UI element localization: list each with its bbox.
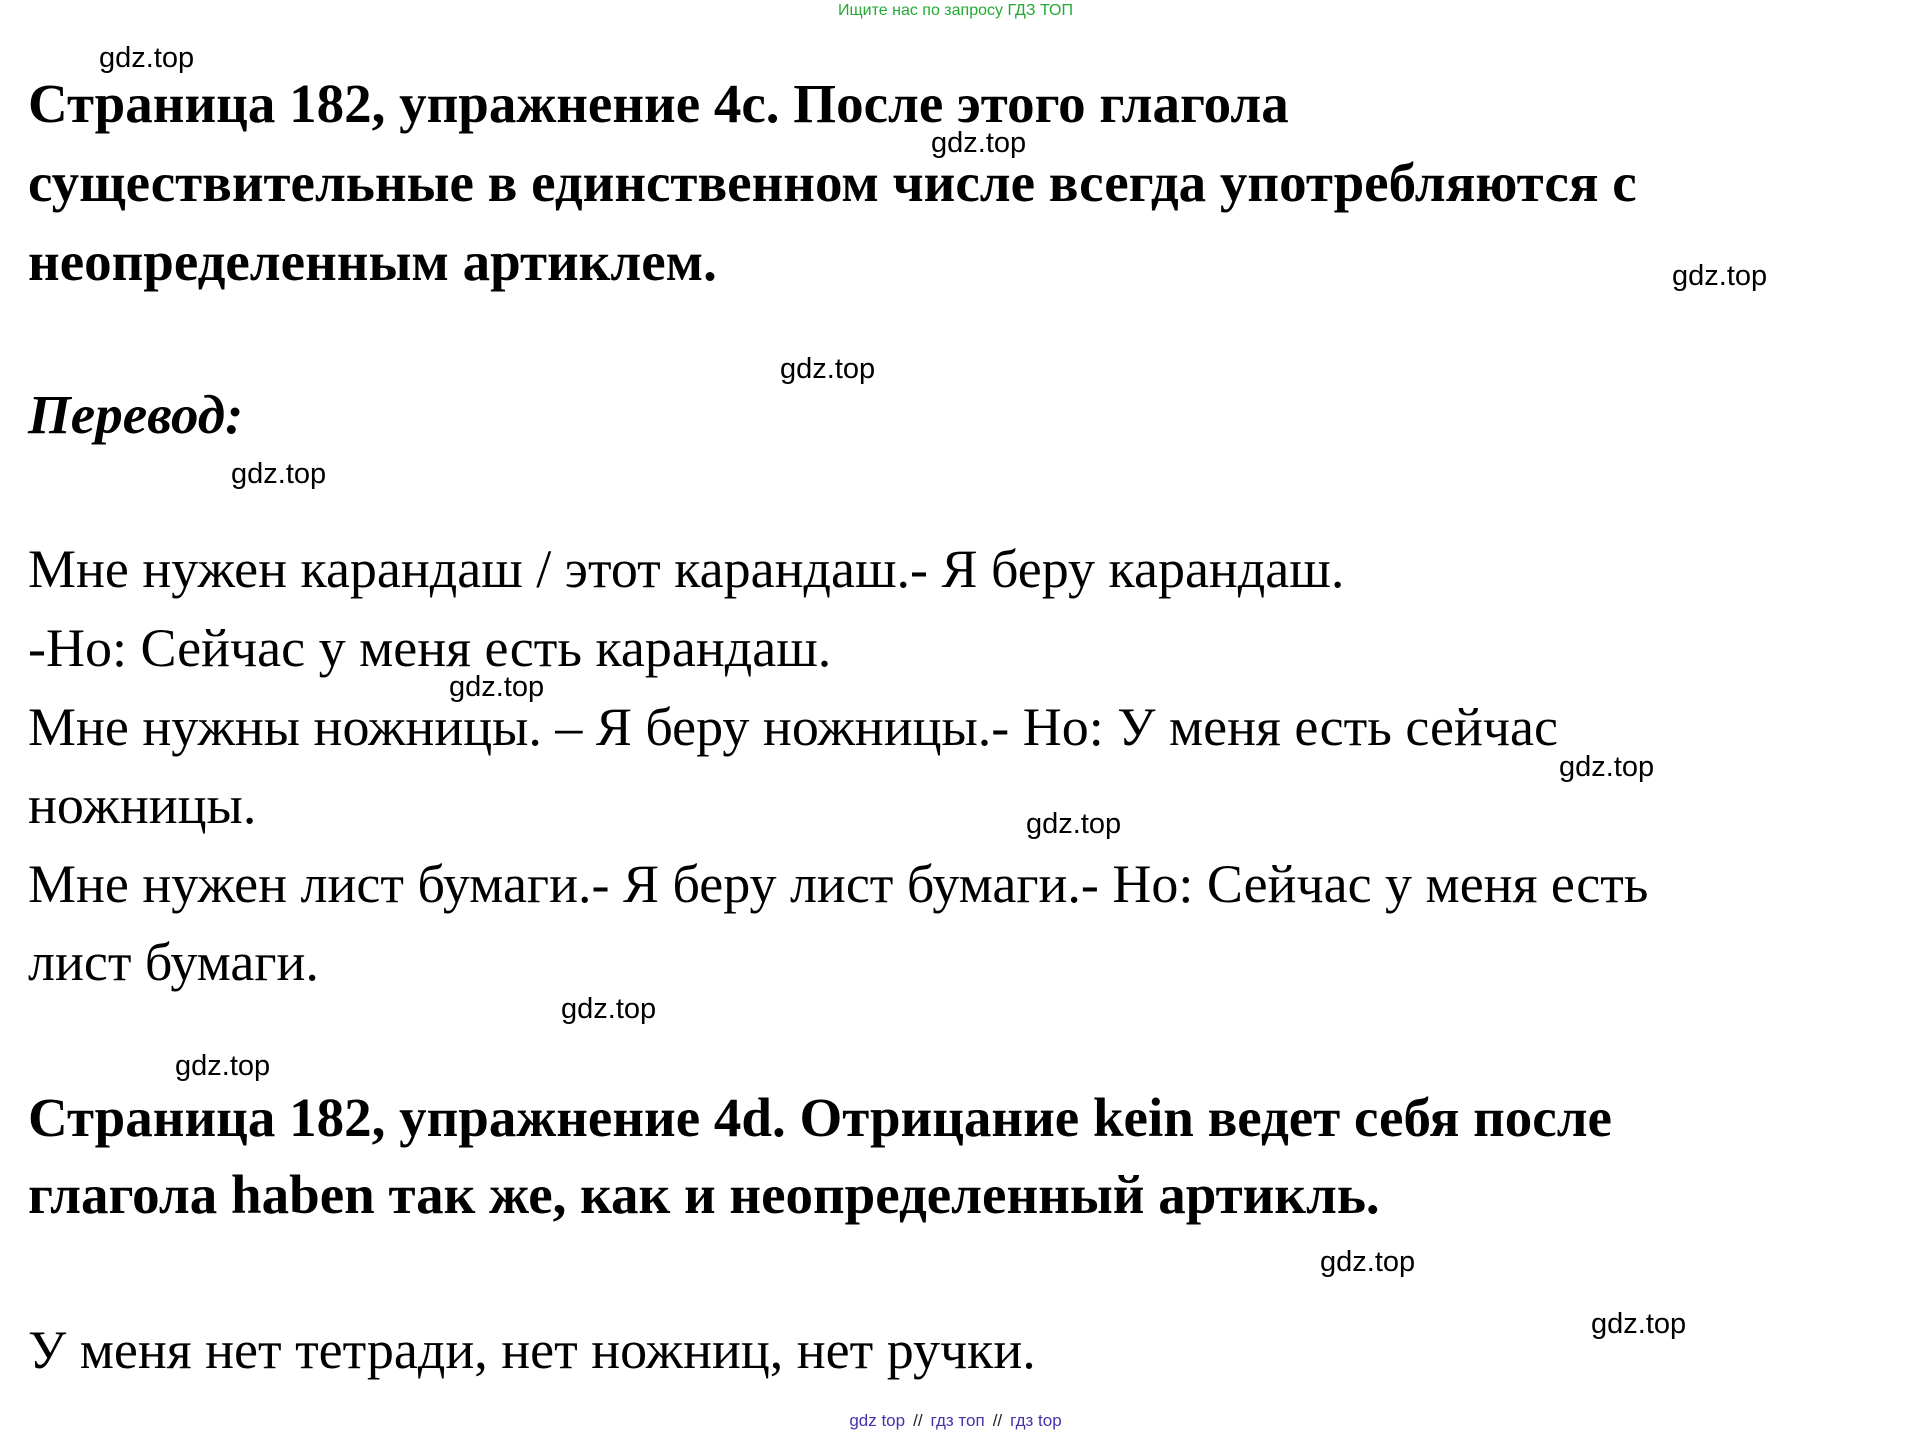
heading-4d-line-1: Страница 182, упражнение 4d. Отрицание kein ведет себя после — [28, 1087, 1612, 1148]
translation-line: ножницы. — [28, 775, 257, 835]
watermark: gdz.top — [1559, 751, 1655, 783]
translation-line: Мне нужны ножницы. – Я беру ножницы.- Но: У меня есть сейчас — [28, 697, 1558, 757]
watermark: gdz.top — [1591, 1308, 1687, 1340]
footer-link[interactable]: гдз top — [1010, 1411, 1062, 1430]
watermark: gdz.top — [1672, 260, 1768, 292]
watermark: gdz.top — [1320, 1246, 1416, 1278]
footer-separator: // — [992, 1411, 1003, 1430]
watermark: gdz.top — [561, 993, 657, 1025]
watermark: gdz.top — [231, 458, 327, 490]
translation-line: -Но: Сейчас у меня есть карандаш. — [28, 618, 832, 678]
footer-separator: // — [913, 1411, 923, 1430]
heading-4c-line-2: существительные в единственном числе всегда употребляются с — [28, 152, 1637, 213]
footer-link[interactable]: гдз топ — [930, 1411, 985, 1430]
top-banner: Ищите нас по запросу ГДЗ ТОП — [838, 2, 1073, 19]
watermark: gdz.top — [99, 42, 195, 74]
translation-line: Мне нужен карандаш / этот карандаш.- Я беру карандаш. — [28, 539, 1345, 599]
watermark: gdz.top — [449, 671, 545, 703]
translation-label: Перевод: — [28, 384, 244, 445]
heading-4d-line-2: глагола haben так же, как и неопределенный артикль. — [28, 1164, 1380, 1225]
answer-line: У меня нет тетради, нет ножниц, нет ручки. — [28, 1320, 1036, 1380]
watermark: gdz.top — [931, 127, 1027, 159]
footer-link[interactable]: gdz top — [849, 1411, 906, 1430]
watermark: gdz.top — [780, 353, 876, 385]
heading-4c-line-3: неопределенным артиклем. — [28, 231, 717, 292]
footer-links — [0, 1411, 1911, 1431]
heading-4c-line-1: Страница 182, упражнение 4с. После этого глагола — [28, 73, 1289, 134]
watermark: gdz.top — [175, 1050, 271, 1082]
watermark: gdz.top — [1026, 808, 1122, 840]
translation-line: Мне нужен лист бумаги.- Я беру лист бумаги.- Но: Сейчас у меня есть — [28, 854, 1649, 914]
translation-line: лист бумаги. — [28, 932, 319, 992]
